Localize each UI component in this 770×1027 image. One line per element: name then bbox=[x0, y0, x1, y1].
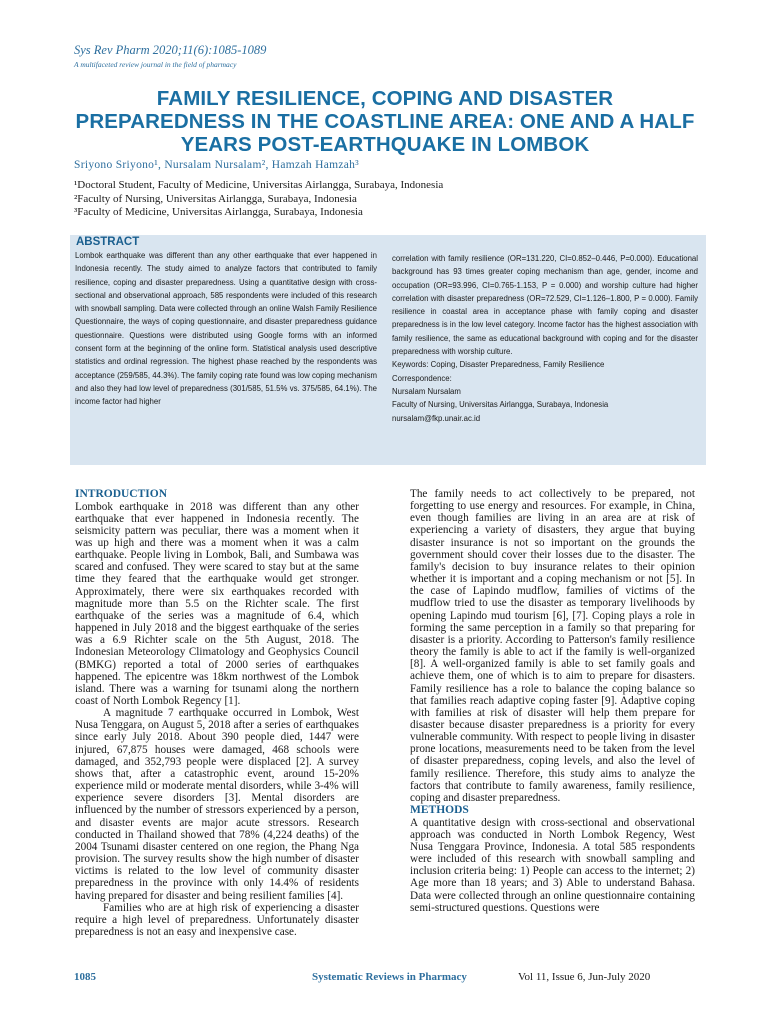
affiliation-1: ¹Doctoral Student, Faculty of Medicine, Universitas Airlangga, Surabaya, Indonesia bbox=[74, 179, 444, 191]
affiliation-2: ²Faculty of Nursing, Universitas Airlangga, Surabaya, Indonesia bbox=[74, 192, 357, 205]
correspondence-name: Nursalam Nursalam bbox=[392, 386, 461, 396]
author-list: Sriyono Sriyono¹, Nursalam Nursalam², Hamzah Hamzah³ bbox=[74, 159, 359, 171]
footer-journal: Systematic Reviews in Pharmacy bbox=[312, 971, 467, 983]
intro-paragraph-2: A magnitude 7 earthquake occurred in Lombok, West Nusa Tenggara, on August 5, 2018 after a series of earthquakes since early July 2018. About 390 people died, 1447 were injured, 67,875 houses were damaged, 468 schools were damaged, and 352,793 people were displaced [2]. A survey shows that, after a catastrophic event, around 15-20% experience mild or moderate mental disorders, while 3-4% will experience severe disorders [3]. Mental disorders are influenced by the number of stressors experienced by a person, and disaster events are major acute stressors. Research conducted in Thailand showed that 78% (4,224 deaths) of the 2004 Tsunami disaster centered on one region, the Phang Nga provision. The survey results show the high number of disaster victims is related to the low level of community disaster preparedness in the province with only 14.4% of residents having prepared for disaster and being resilient families [4]. bbox=[75, 707, 359, 902]
correspondence-label: Correspondence: bbox=[392, 373, 452, 383]
footer-issue: Vol 11, Issue 6, Jun-July 2020 bbox=[518, 971, 651, 983]
paper-title: FAMILY RESILIENCE, COPING AND DISASTER PREPAREDNESS IN THE COASTLINE AREA: ONE AND A HALF YEARS POST-EARTHQUAKE IN LOMBOK bbox=[75, 87, 695, 156]
body-right-column bbox=[410, 488, 695, 914]
abstract-right-text: correlation with family resilience (OR=131.220, CI=0.852–0.446, P=0.000). Educational background has 93 times greater coping mechanism than age, gender, income and occupation (OR=93.996, CI=0.765-1.153, P = 0.000) and worship culture had higher correlation with disaster preparedness (OR=72.529, CI=1.126–1.800, P = 0.000). Family resilience in coastal area in acceptance phase with family coping and disaster preparedness is in the low level category. Income factor has the highest association with family resilience, the same as educational background with coping and for the disaster preparedness with worship culture. bbox=[392, 254, 698, 357]
intro-paragraph-3: Families who are at high risk of experiencing a disaster require a high level of preparedness. Unfortunately disaster preparedness is not an easy and inexpensive case. bbox=[75, 901, 359, 938]
affiliation-3: ³Faculty of Medicine, Universitas Airlangga, Surabaya, Indonesia bbox=[74, 206, 363, 218]
correspondence-affiliation: Faculty of Nursing, Universitas Airlangga, Surabaya, Indonesia bbox=[392, 400, 609, 410]
abstract-left-column: Lombok earthquake was different than any other earthquake that ever happened in Indonesia recently. The study aimed to analyze factors that contributed to family resilience, coping and disaster preparedness. Using a quantitative design with cross-sectional and observational approach, 585 respondents were included of this research with snowball sampling. Data were collected through an online Walsh Family Resilience Questionnaire, the ways of coping questionnaire, and disaster preparedness guidance questionnaire. Questions were distributed using Google forms with an informed consent form at the beginning of the online form. Statistical analysis used descriptive statistics and ordinal regression. The highest phase reached by the respondents was acceptance (259/585, 44.3%). The family coping rate found was low coping mechanism and also they had low level of preparedness (301/585, 51.5% vs. 375/585, 64.1%). The income factor had higher bbox=[75, 251, 377, 407]
methods-heading: METHODS bbox=[410, 804, 469, 817]
journal-subtitle: A multifaceted review journal in the field of pharmacy bbox=[74, 60, 237, 69]
abstract-heading: ABSTRACT bbox=[76, 236, 140, 248]
keywords-label: Keywords: bbox=[392, 360, 429, 370]
affiliations bbox=[74, 179, 443, 220]
intro-paragraph-4: The family needs to act collectively to be prepared, not forgetting to use energy and resources. For example, in China, even though families are living in an area are at risk of experiencing a variety of disasters, they argue that buying disaster insurance is not so important on the grounds the government should cover their losses due to the disaster. The family's decision to buy insurance relates to their opinion whether it is important and a coping mechanism or not [5]. In the case of Lapindo mudflow, families of victims of the mudflow tried to use the disaster as temporary livelihoods by opening Lapindo mud tourism [6], [7]. Coping plays a role in forming the same perception in a family so that preparing for disaster is a priority. According to Patterson's family resilience theory the family is able to act if the family is well-organized [8]. A well-organized family is able to set family goals and achieve them, one of which is to aim to prepare for disasters. Family resilience has a role to balance the coping balance so that families reach adaptive coping faster [9]. Adaptive coping with families at risk of disaster will help them prepare for disaster because disaster preparedness is a priority for every vulnerable community. With respect to people living in disaster prone locations, measurements need to be taken from the level of disaster preparedness, coping levels, and also the level of family resilience. Therefore, this study aims to analyze the factors that contribute to family awareness, family resilience, coping and disaster preparedness. bbox=[410, 488, 695, 804]
abstract-right-column bbox=[392, 252, 698, 425]
introduction-heading: INTRODUCTION bbox=[75, 488, 168, 500]
keywords-text: Coping, Disaster Preparedness, Family Resilience bbox=[428, 360, 605, 370]
journal-citation: Sys Rev Pharm 2020;11(6):1085-1089 bbox=[74, 43, 267, 57]
correspondence-email[interactable]: nursalam@fkp.unair.ac.id bbox=[392, 413, 481, 423]
intro-paragraph-1: Lombok earthquake in 2018 was different than any other earthquake that ever happened in Indonesia recently. The seismicity pattern was peculiar, there was a moment when it was up high and there was a moment when it was a calm earthquake. People living in Lombok, Bali, and Sumbawa was scared and confused. They were scared to stay but at the same time they feared that the earthquake would get stronger. Approximately, there were six earthquakes recorded with magnitude more than 5.5 on the Richter scale. The first earthquake of the series was a magnitude of 6.4, which happened in July 2018 and the biggest earthquake of the series was a 6.9 Richter scale on the 5th August, 2018. The Indonesian Meteorology Climatology and Geophysics Council (BMKG) reported a total of 2000 series of earthquakes happened. The epicentre was 18km northwest of the Lombok island. There was a warning for tsunami along the northern coast of North Lombok Regency [1]. bbox=[75, 500, 359, 707]
keywords bbox=[392, 358, 698, 371]
methods-paragraph-1: A quantitative design with cross-sectional and observational approach was conducted in North Lombok Regency, West Nusa Tenggara Province, Indonesia. A total 585 respondents were included of this research with snowball sampling and inclusion criteria being: 1) People can access to the internet; 2) Age more than 18 years; and 3) Able to understand Bahasa. Data were collected through an online questionnaire containing semi-structured questions. Questions were bbox=[410, 816, 695, 914]
body-left-column bbox=[75, 488, 359, 938]
page-number: 1085 bbox=[74, 971, 96, 983]
